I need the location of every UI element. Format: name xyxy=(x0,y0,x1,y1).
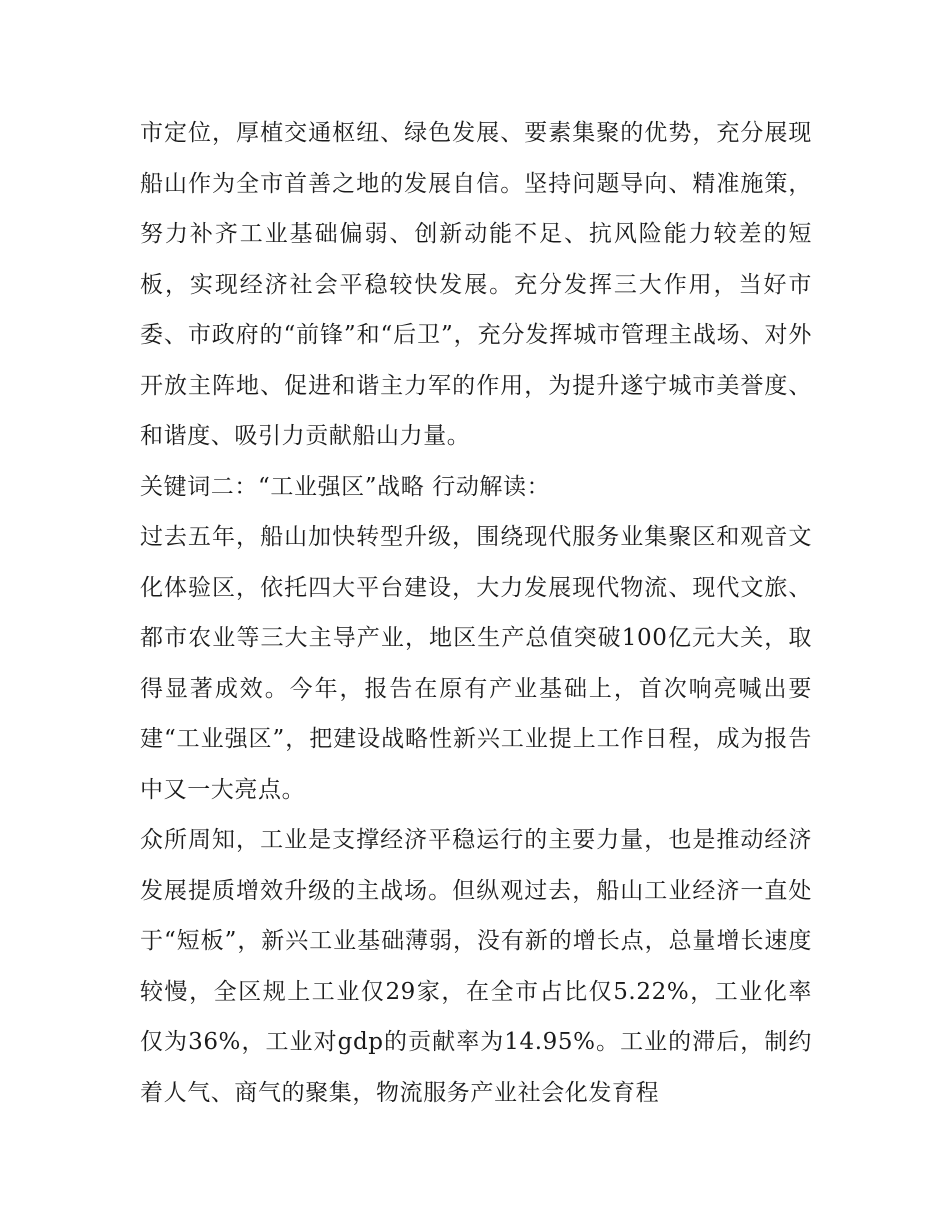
paragraph-city-positioning: 市定位，厚植交通枢纽、绿色发展、要素集聚的优势，充分展现船山作为全市首善之地的发展自信。坚持问题导向、精准施策，努力补齐工业基础偏弱、创新动能不足、抗风险能力较差的短板，实现经济社会平稳较快发展。充分发挥三大作用，当好市委、市政府的“前锋”和“后卫”，充分发挥城市管理主战场、对外开放主阵地、促进和谐主力军的作用，为提升遂宁城市美誉度、和谐度、吸引力贡献船山力量。 xyxy=(140,120,812,449)
paragraph-industry-analysis: 众所周知，工业是支撑经济平稳运行的主要力量，也是推动经济发展提质增效升级的主战场。但纵观过去，船山工业经济一直处于“短板”，新兴工业基础薄弱，没有新的增长点，总量增长速度较慢，全区规上工业仅29家，在全市占比仅5.22%，工业化率仅为36%，工业对gdp的贡献率为14.95%。工业的滞后，制约着人气、商气的聚集，物流服务产业社会化发育程 xyxy=(140,827,812,1106)
paragraph-keyword-two-heading: 关键词二：“工业强区”战略 行动解读： xyxy=(140,473,551,500)
paragraph-past-five-years: 过去五年，船山加快转型升级，围绕现代服务业集聚区和观音文化体验区，依托四大平台建设，大力发展现代物流、现代文旅、都市农业等三大主导产业，地区生产总值突破100亿元大关，取得显著成效。今年，报告在原有产业基础上，首次响亮喊出要建“工业强区”，把建设战略性新兴工业提上工作日程，成为报告中又一大亮点。 xyxy=(140,524,812,803)
document-body xyxy=(140,108,812,1118)
